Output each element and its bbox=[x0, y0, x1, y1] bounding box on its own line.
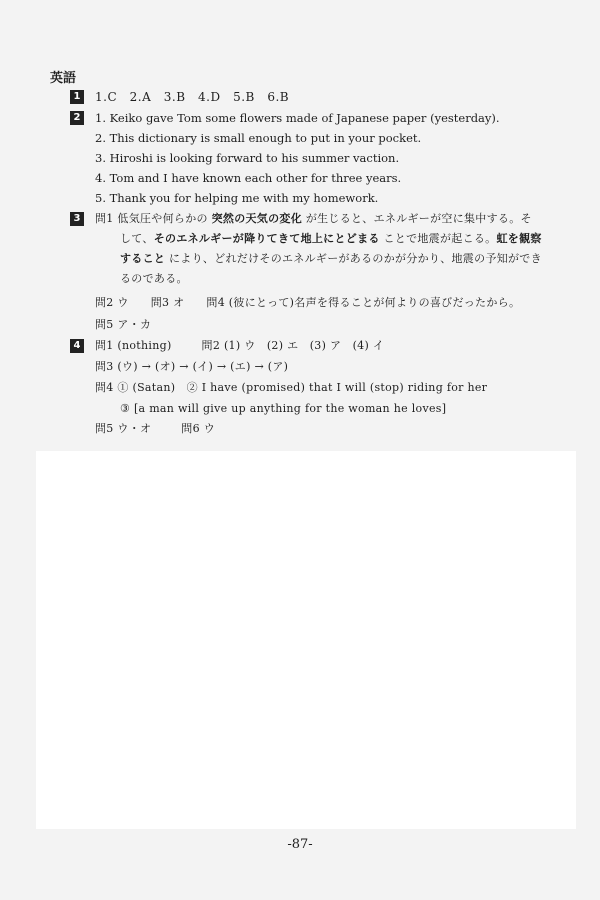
q2-item-1: 1. Keiko gave Tom some flowers made of Japanese paper (yesterday). bbox=[95, 111, 500, 125]
q3-line-4: るのである。 bbox=[120, 272, 188, 285]
q3-line-5 bbox=[95, 296, 520, 310]
q3-line-2 bbox=[120, 232, 542, 246]
q4-answer-6: 問6 ウ bbox=[181, 422, 215, 435]
question-2-number: 2 bbox=[70, 111, 84, 125]
q3-text: により、どれだけそのエネルギーがあるのかが分かり、地震の予知ができ bbox=[169, 252, 542, 265]
q3-bold-phrase: 虹を観察 bbox=[496, 232, 542, 245]
q3-answer-4: 問4 (彼にとって)名声を得ることが何よりの喜びだったから。 bbox=[206, 296, 521, 309]
q3-answer-3: 問3 オ bbox=[150, 296, 185, 309]
q4-answer-4-part-3: ③ [a man will give up anything for the woman he loves] bbox=[120, 402, 447, 415]
q3-text: ことで地震が起こる。 bbox=[383, 232, 497, 245]
question-3-number: 3 bbox=[70, 212, 84, 226]
q2-item-3: 3. Hiroshi is looking forward to his summer vaction. bbox=[95, 151, 400, 165]
q3-label-1: 問1 bbox=[95, 212, 114, 225]
section-heading: 英語 bbox=[50, 71, 77, 86]
blank-area bbox=[36, 451, 576, 829]
q3-bold-phrase: 突然の天気の変化 bbox=[211, 212, 303, 225]
q3-answer-5: 問5 ア・カ bbox=[95, 318, 152, 331]
q4-answer-1: 問1 (nothing) bbox=[95, 339, 172, 352]
question-4-number: 4 bbox=[70, 339, 84, 353]
q2-item-4: 4. Tom and I have known each other for three years. bbox=[95, 171, 402, 185]
q3-bold-phrase: すること bbox=[120, 252, 166, 265]
q3-bold-phrase: そのエネルギーが降りてきて地上にとどまる bbox=[153, 232, 380, 245]
q3-answer-2: 問2 ウ bbox=[95, 296, 129, 309]
q3-line-1 bbox=[95, 212, 532, 226]
q3-line-3 bbox=[120, 252, 542, 266]
q4-answer-2: 問2 (1) ウ (2) エ (3) ア (4) イ bbox=[201, 339, 385, 352]
q4-answer-3: 問3 (ウ) → (オ) → (イ) → (エ) → (ア) bbox=[95, 360, 289, 373]
q4-answer-4: 問4 ① (Satan) ② I have (promised) that I will (stop) riding for her bbox=[95, 381, 488, 394]
q4-line-5 bbox=[95, 422, 215, 436]
q3-text: して、 bbox=[120, 232, 154, 245]
q3-text: 低気圧や何らかの bbox=[117, 212, 208, 225]
q1-answers: 1.C 2.A 3.B 4.D 5.B 6.B bbox=[95, 90, 290, 104]
page-number: -87- bbox=[287, 837, 313, 852]
question-1-number: 1 bbox=[70, 90, 84, 104]
q3-text: が生じると、エネルギーが空に集中する。そ bbox=[305, 212, 532, 225]
q4-line-1 bbox=[95, 339, 384, 353]
q2-item-5: 5. Thank you for helping me with my homework. bbox=[95, 191, 379, 205]
q2-item-2: 2. This dictionary is small enough to put in your pocket. bbox=[95, 131, 422, 145]
q4-answer-5: 問5 ウ・オ bbox=[95, 422, 152, 435]
